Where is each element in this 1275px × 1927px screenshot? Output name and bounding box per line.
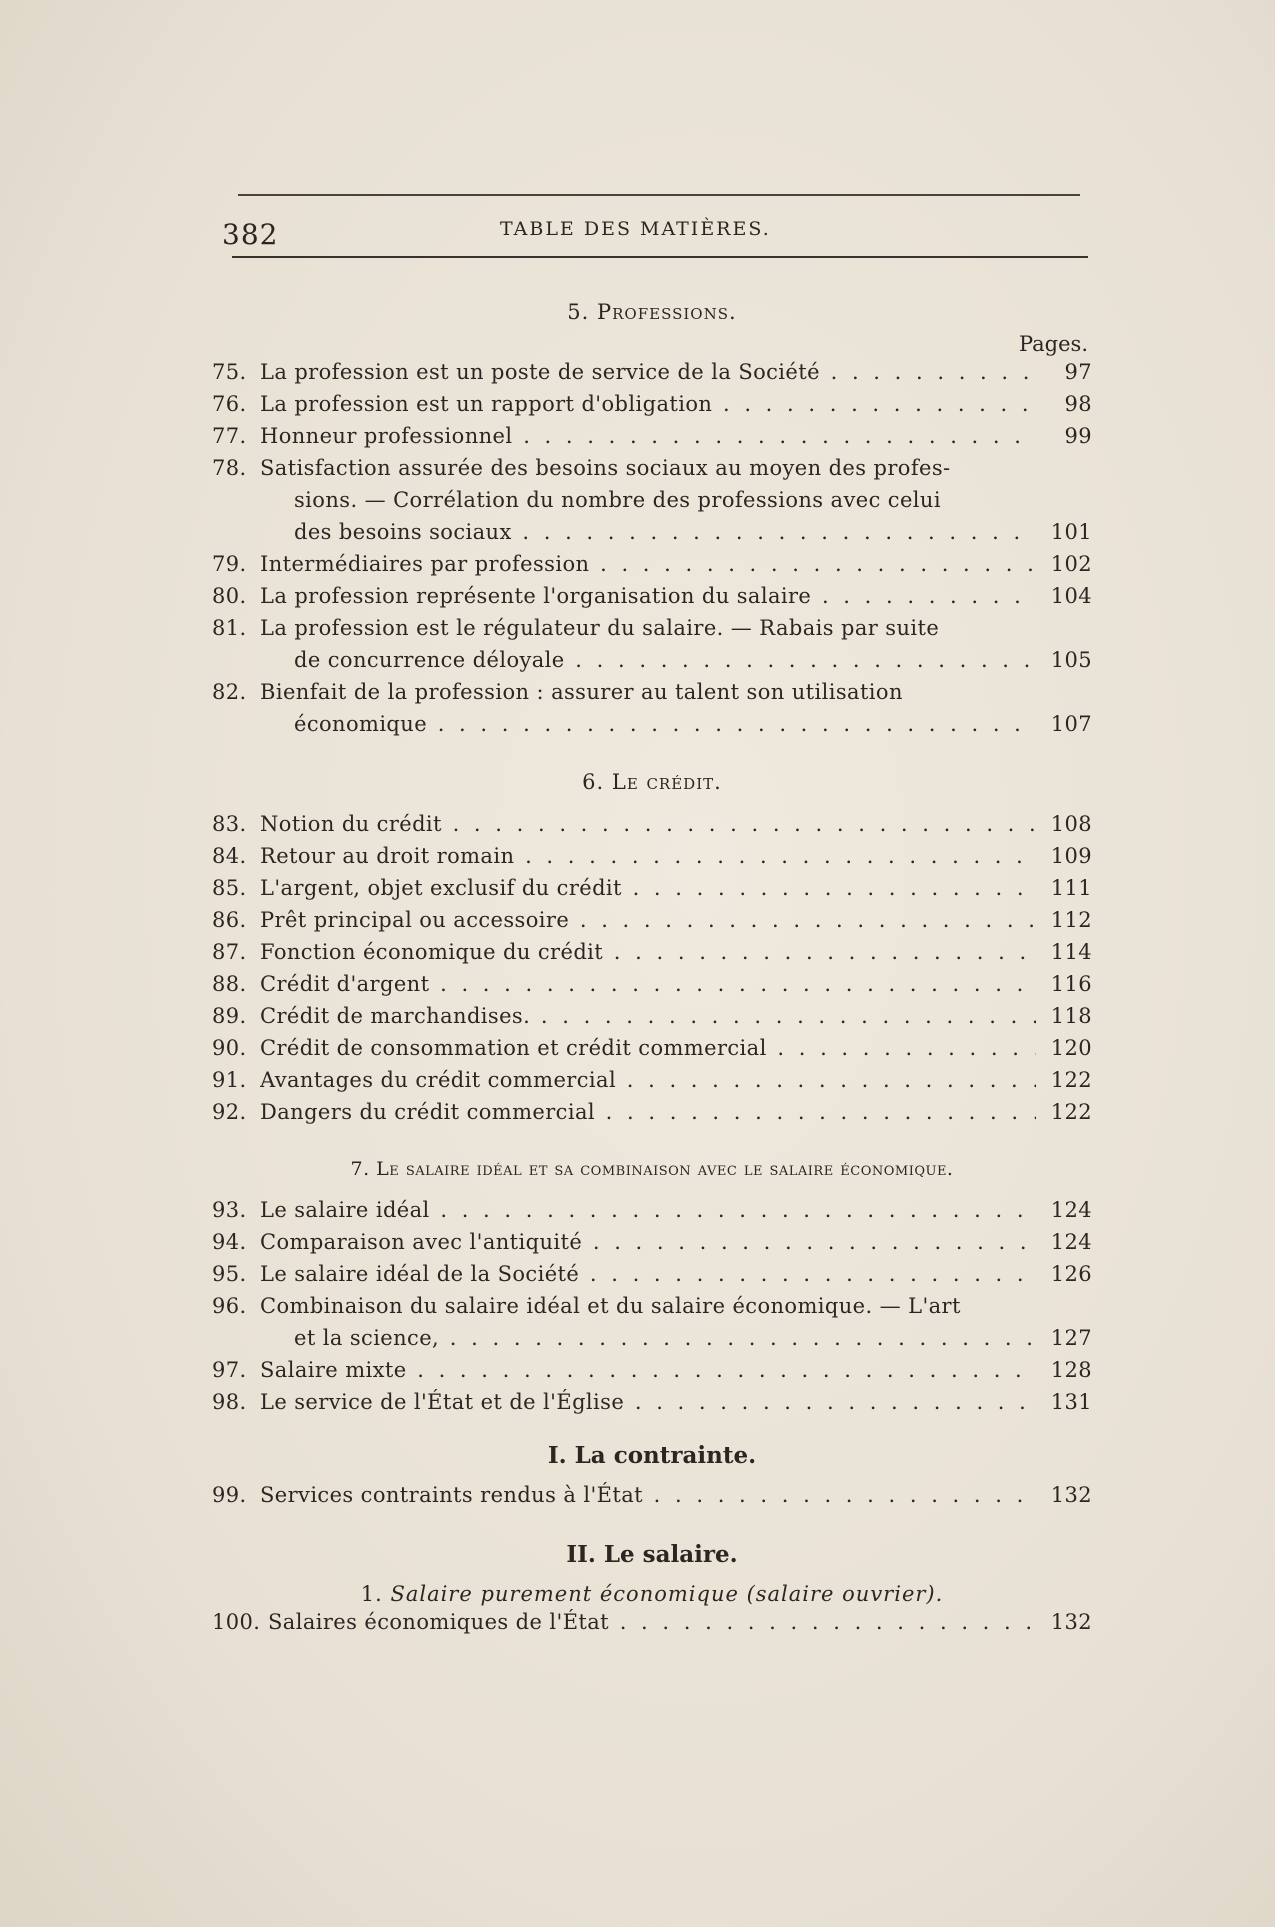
toc-entry [212,936,1092,968]
entry-title: La profession est un rapport d'obligation . . . [260,388,1036,420]
toc-entry [212,420,1092,452]
entry-page: 104 [1050,584,1092,608]
entry-number: 89. [212,1004,247,1028]
entry-title: Comparaison avec l'antiquité . . . [260,1226,1036,1258]
subsection-title: Salaire purement économique (salaire ouvrier). [390,1582,944,1606]
entry-number: 82. [212,680,247,704]
entry-page: 126 [1050,1262,1092,1286]
entry-page: 122 [1050,1068,1092,1092]
part-heading-wage: II. Le salaire. [566,1541,738,1568]
pages-column-label: Pages. [1018,332,1088,356]
entry-page: 101 [1050,520,1092,544]
entry-title-continued: et la science, . . . [294,1322,1036,1354]
entry-title: Notion du crédit . . . [260,808,1036,840]
entry-page: 118 [1050,1004,1092,1028]
header-rule-bottom [232,256,1088,258]
toc-entry-continuation [212,484,1092,516]
entry-number: 77. [212,424,247,448]
entry-number: 85. [212,876,247,900]
entry-number: 84. [212,844,247,868]
entry-title-continued: économique . . . [294,708,1036,740]
entry-title: Crédit de consommation et crédit commercial . . . [260,1032,1036,1064]
entry-page: 114 [1050,940,1092,964]
entry-number: 80. [212,584,247,608]
entry-number: 100. [212,1610,261,1634]
toc-entry [212,612,1092,644]
entry-number: 91. [212,1068,247,1092]
entry-title: La profession est un poste de service de la Société . . . [260,356,1036,388]
entry-number: 99. [212,1483,247,1507]
entry-number: 96. [212,1294,247,1318]
entry-page: 124 [1050,1198,1092,1222]
entry-page: 120 [1050,1036,1092,1060]
entry-number: 92. [212,1100,247,1124]
entry-title: Salaires économiques de l'État . . . [268,1606,1036,1638]
entry-number: 93. [212,1198,247,1222]
entry-number: 95. [212,1262,247,1286]
entry-page: 99 [1064,424,1092,448]
toc-entry [212,904,1092,936]
entry-title: Bienfait de la profession : assurer au talent son utilisation [260,680,903,704]
toc-entry [212,840,1092,872]
toc-entry [212,1226,1092,1258]
toc-entry [212,1354,1092,1386]
running-title: TABLE DES MATIÈRES. [500,218,771,240]
toc-entry [212,1000,1092,1032]
section-heading-professions: 5. Professions. [567,300,737,324]
entry-page: 107 [1050,712,1092,736]
entry-title: La profession est le régulateur du salaire. — Rabais par suite [260,616,940,640]
entry-number: 86. [212,908,247,932]
toc-entry-continuation [212,708,1092,740]
entry-page: 112 [1050,908,1092,932]
section-heading-ideal-wage: 7. Le salaire idéal et sa combinaison avec le salaire économique. [350,1158,954,1180]
entry-number: 83. [212,812,247,836]
entry-title: Le salaire idéal . . . [260,1194,1036,1226]
entry-page: 131 [1050,1390,1092,1414]
entry-page: 97 [1064,360,1092,384]
entry-title: Services contraints rendus à l'État . . . [260,1479,1036,1511]
page-number: 382 [222,218,279,251]
toc-entry [212,1032,1092,1064]
entry-page: 132 [1050,1610,1092,1634]
toc-entry [212,1258,1092,1290]
toc-entry [212,1606,1092,1638]
subsection-heading-economic-wage [212,1582,1092,1606]
entry-number: 97. [212,1358,247,1382]
section-heading-credit: 6. Le crédit. [582,770,722,794]
toc-entry [212,968,1092,1000]
entry-title: Avantages du crédit commercial . . . [260,1064,1036,1096]
entry-page: 98 [1064,392,1092,416]
toc-entry-continuation [212,1322,1092,1354]
entry-title: Crédit d'argent . . . [260,968,1036,1000]
entry-page: 116 [1050,972,1092,996]
entry-number: 94. [212,1230,247,1254]
toc-entry [212,1386,1092,1418]
entry-page: 128 [1050,1358,1092,1382]
entry-title: Le salaire idéal de la Société . . . [260,1258,1036,1290]
toc-entry [212,1479,1092,1511]
entry-title: Salaire mixte . . . [260,1354,1036,1386]
entry-title: L'argent, objet exclusif du crédit . . . [260,872,1036,904]
entry-page: 124 [1050,1230,1092,1254]
entry-title: Le service de l'État et de l'Église . . . [260,1386,1036,1418]
entry-number: 75. [212,360,247,384]
toc-entry-continuation [212,516,1092,548]
entry-title-continued: des besoins sociaux . . . [294,516,1036,548]
subsection-number: 1. [360,1582,383,1606]
entry-page: 127 [1050,1326,1092,1350]
entry-page: 122 [1050,1100,1092,1124]
header-rule-top [238,194,1080,196]
toc-entry [212,580,1092,612]
toc-entry [212,1064,1092,1096]
toc-entry [212,872,1092,904]
entry-page: 105 [1050,648,1092,672]
table-of-contents [212,300,1092,1638]
part-heading-constraint: I. La contrainte. [547,1442,757,1469]
entry-page: 109 [1050,844,1092,868]
entry-title: Fonction économique du crédit . . . [260,936,1036,968]
toc-entry [212,808,1092,840]
entry-number: 88. [212,972,247,996]
entry-title: Dangers du crédit commercial . . . [260,1096,1036,1128]
entry-title: Prêt principal ou accessoire . . . [260,904,1036,936]
entry-title: Combinaison du salaire idéal et du salaire économique. — L'art [260,1294,961,1318]
entry-number: 87. [212,940,247,964]
entry-page: 111 [1050,876,1092,900]
entry-page: 102 [1050,552,1092,576]
entry-title: Crédit de marchandises. . . . [260,1000,1036,1032]
entry-title: Retour au droit romain . . . [260,840,1036,872]
toc-entry [212,1194,1092,1226]
entry-page: 108 [1050,812,1092,836]
entry-title: La profession représente l'organisation du salaire . . . [260,580,1036,612]
entry-title-continued: de concurrence déloyale . . . [294,644,1036,676]
entry-title: Intermédiaires par profession . . . [260,548,1036,580]
toc-entry-continuation [212,644,1092,676]
entry-number: 79. [212,552,247,576]
entry-number: 98. [212,1390,247,1414]
entry-title: Honneur professionnel . . . [260,420,1036,452]
toc-entry [212,1096,1092,1128]
entry-page: 132 [1050,1483,1092,1507]
entry-number: 78. [212,456,247,480]
toc-entry [212,388,1092,420]
entry-title: Satisfaction assurée des besoins sociaux au moyen des profes- [260,456,951,480]
toc-entry [212,548,1092,580]
toc-entry [212,452,1092,484]
toc-entry [212,1290,1092,1322]
entry-number: 76. [212,392,247,416]
entry-title-continued: sions. — Corrélation du nombre des professions avec celui [294,488,941,512]
toc-entry [212,356,1092,388]
entry-number: 81. [212,616,247,640]
entry-number: 90. [212,1036,247,1060]
toc-entry [212,676,1092,708]
